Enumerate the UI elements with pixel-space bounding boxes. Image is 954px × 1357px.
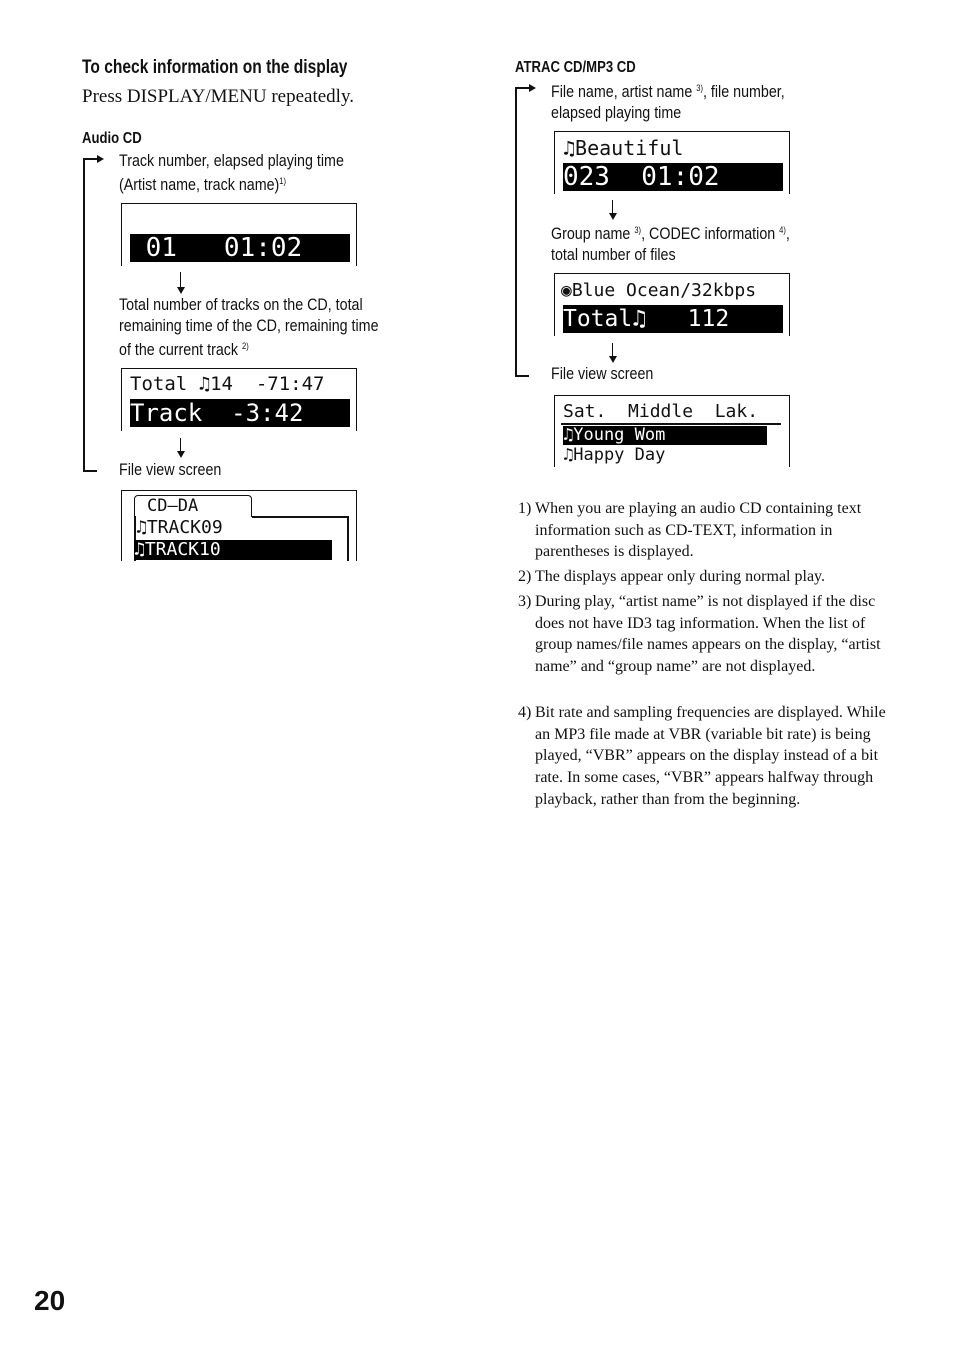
flow-line [180,438,181,452]
flow-bracket-left [83,158,85,471]
footnote-ref: 2) [242,341,249,351]
audio-cd-label: Audio CD [82,130,142,147]
lcd-audio-total [121,368,357,431]
footnote-number: 1) [518,500,532,517]
footnote-number: 4) [518,704,532,721]
atrac-step1-line1b: , file number, [702,82,785,101]
flow-line [612,200,613,214]
audio-step1-line2-text: (Artist name, track name) [119,175,280,194]
lcd-row-track: Track -3:42 [130,399,350,427]
audio-step1-text [119,150,344,195]
lcd-list-item: ♫Happy Day [563,445,666,465]
lcd-atrac-group [554,273,790,336]
atrac-step3-text: File view screen [551,364,654,383]
lcd-right-frame [347,516,349,561]
footnote-text: Bit rate and sampling frequencies are displayed. While an MP3 file made at VBR (variable bit rate) is being played, “VBR” appears on the display instead of a bit rate. In some cases, “VBR” appears halfway through playback, rather than from the beginning. [535,704,886,808]
lcd-audio-track-time [121,203,357,266]
audio-step2-line1: Total number of tracks on the CD, total [119,295,363,314]
arrow-down-icon [609,356,617,363]
footnote-ref: 3) [634,225,642,235]
lcd-tabs: Sat. Middle Lak. [563,401,759,422]
atrac-step2-line1b: , CODEC information [641,224,780,243]
flow-bracket-bottom [515,375,529,377]
arrow-down-icon [177,451,185,458]
audio-step2-text [119,294,379,360]
lcd-row-number-time: 023 01:02 [563,163,783,191]
audio-step3-text: File view screen [119,460,222,479]
atrac-step1-line2: elapsed playing time [551,103,682,122]
lcd-atrac-file [554,131,790,194]
lcd-list-item-selected: ♫Young Wom [563,426,767,445]
flow-line [180,272,181,288]
atrac-mp3-label: ATRAC CD/MP3 CD [515,59,636,76]
flow-arrow-right-icon [97,155,104,163]
footnote-number: 3) [518,593,532,610]
footnote-number: 2) [518,568,532,585]
flow-bracket-top [83,158,98,160]
lcd-audio-file-view [121,490,357,561]
lcd-row-total: Total ♫14 -71:47 [130,373,325,395]
footnote-text: The displays appear only during normal play. [535,568,825,585]
footnote-ref: 4) [779,225,786,235]
lcd-list-item: ♫TRACK09 [136,517,223,538]
atrac-step2-line2: total number of files [551,245,676,264]
lcd-list-item-selected: ♫TRACK10 [134,540,332,560]
lcd-row-total-files: Total♫ 112 [563,305,783,333]
flow-arrow-right-icon [529,84,536,92]
lcd-row-filename: ♫Beautiful [563,136,684,160]
footnote-ref: 3) [696,83,703,93]
lcd-row-highlight: 01 01:02 [130,234,350,262]
audio-step2-line2: remaining time of the CD, remaining time [119,316,379,335]
page-number: 20 [34,1285,66,1316]
atrac-step2-line1 [551,220,790,244]
flow-bracket-bottom [83,470,97,472]
lcd-tab-line [252,516,347,518]
arrow-down-icon [609,213,617,220]
lcd-atrac-file-view [554,395,790,467]
footnote-text: When you are playing an audio CD containing text information such as CD-TEXT, information in parentheses is displayed. [535,500,862,561]
lcd-row-group: ◉Blue Ocean/32kbps [561,280,757,301]
atrac-step1-line1 [551,78,785,102]
audio-step2-line3-text: of the current track [119,340,243,359]
flow-bracket-left [515,87,517,376]
section-heading: To check information on the display [82,57,348,78]
footnote-text: During play, “artist name” is not displayed if the disc does not have ID3 tag information. When the list of group names/file names appears on the display, “artist name” and “group name” are not displayed. [535,593,881,676]
lcd-tab: CD—DA [134,495,252,517]
atrac-step1-text [551,78,785,123]
audio-step1-line1: Track number, elapsed playing time [119,151,344,170]
instruction-text: Press DISPLAY/MENU repeatedly. [82,86,354,107]
atrac-step1-line1a: File name, artist name [551,82,697,101]
flow-line [612,343,613,357]
atrac-step2-line1c: , [785,224,790,243]
arrow-down-icon [177,287,185,294]
flow-bracket-top [515,87,530,89]
audio-step1-line2 [119,171,344,195]
footnote-ref: 1) [279,176,287,186]
audio-step2-line3 [119,336,379,360]
atrac-step2-text [551,220,790,265]
atrac-step2-line1a: Group name [551,224,635,243]
